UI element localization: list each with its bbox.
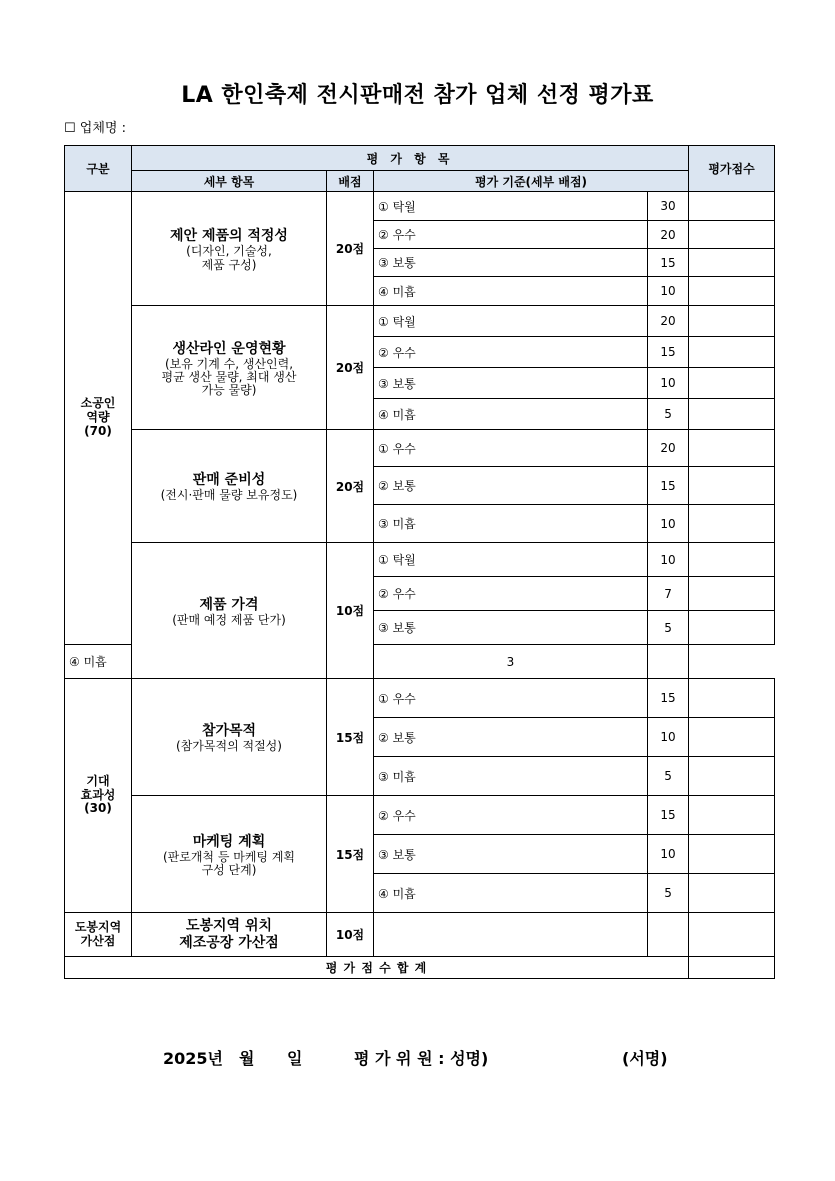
level-label: ② 보통 bbox=[374, 718, 648, 757]
header-allocation: 배점 bbox=[327, 171, 374, 192]
item-points: 20점 bbox=[327, 430, 374, 543]
level-label: ④ 미흡 bbox=[374, 399, 648, 430]
score-cell[interactable] bbox=[689, 192, 775, 221]
header-category: 구분 bbox=[65, 146, 132, 192]
level-label: ② 보통 bbox=[374, 467, 648, 505]
score-cell[interactable] bbox=[689, 249, 775, 277]
level-label: ② 우수 bbox=[374, 577, 648, 611]
item-sub-text: (판로개척 등 마케팅 계획 구성 단계) bbox=[162, 849, 296, 877]
score-cell[interactable] bbox=[689, 430, 775, 467]
level-label: ④ 미흡 bbox=[374, 874, 648, 913]
score-cell[interactable] bbox=[689, 337, 775, 368]
footer-signature: (서명) bbox=[622, 1049, 668, 1068]
bonus-criteria-cell bbox=[374, 913, 648, 957]
item-sub-text: (디자인, 기술성, 제품 구성) bbox=[186, 244, 272, 272]
total-label: 평 가 점 수 합 계 bbox=[65, 957, 689, 979]
level-value: 30 bbox=[648, 192, 689, 221]
total-score-cell[interactable] bbox=[689, 957, 775, 979]
level-value: 15 bbox=[648, 679, 689, 718]
score-cell[interactable] bbox=[689, 611, 775, 645]
level-value: 10 bbox=[648, 718, 689, 757]
item-sub-text: (참가목적의 적절성) bbox=[176, 739, 282, 754]
level-label: ④ 미흡 bbox=[65, 645, 132, 679]
score-cell[interactable] bbox=[689, 543, 775, 577]
item-main-text: 제품 가격 bbox=[199, 596, 259, 613]
level-value: 5 bbox=[648, 399, 689, 430]
level-value: 10 bbox=[648, 835, 689, 874]
item-sub-text: (전시·판매 물량 보유정도) bbox=[160, 488, 298, 503]
level-label: ① 탁월 bbox=[374, 306, 648, 337]
score-cell[interactable] bbox=[689, 368, 775, 399]
score-cell[interactable] bbox=[689, 306, 775, 337]
level-value: 20 bbox=[648, 221, 689, 249]
item-main-text: 마케팅 계획 bbox=[192, 833, 266, 850]
bonus-value-cell bbox=[648, 913, 689, 957]
score-cell[interactable] bbox=[648, 645, 689, 679]
level-value: 3 bbox=[374, 645, 648, 679]
level-label: ③ 보통 bbox=[374, 368, 648, 399]
item-points: 15점 bbox=[327, 796, 374, 913]
item-main-text: 참가목적 bbox=[201, 723, 257, 740]
bonus-item: 도봉지역 위치 제조공장 가산점 bbox=[132, 913, 327, 957]
evaluation-table bbox=[64, 145, 775, 979]
score-cell[interactable] bbox=[689, 757, 775, 796]
item-sub-text: (판매 예정 제품 단가) bbox=[172, 612, 286, 627]
item-marketing-plan bbox=[132, 796, 327, 913]
header-criteria: 평가 기준(세부 배점) bbox=[374, 171, 689, 192]
level-value: 10 bbox=[648, 505, 689, 543]
score-cell[interactable] bbox=[689, 277, 775, 306]
bonus-points: 10점 bbox=[327, 913, 374, 957]
level-label: ① 탁월 bbox=[374, 192, 648, 221]
level-value: 15 bbox=[648, 796, 689, 835]
score-cell[interactable] bbox=[689, 679, 775, 718]
level-value: 15 bbox=[648, 337, 689, 368]
score-cell[interactable] bbox=[689, 467, 775, 505]
level-label: ③ 미흡 bbox=[374, 505, 648, 543]
level-value: 15 bbox=[648, 249, 689, 277]
level-label: ② 우수 bbox=[374, 221, 648, 249]
page-title: LA 한인축제 전시판매전 참가 업체 선정 평가표 bbox=[181, 83, 654, 108]
level-label: ③ 보통 bbox=[374, 835, 648, 874]
level-label: ① 탁월 bbox=[374, 543, 648, 577]
item-points: 20점 bbox=[327, 306, 374, 430]
level-label: ② 우수 bbox=[374, 796, 648, 835]
level-value: 15 bbox=[648, 467, 689, 505]
level-label: ① 우수 bbox=[374, 430, 648, 467]
header-eval-items: 평 가 항 목 bbox=[132, 146, 689, 171]
item-product-price bbox=[132, 543, 327, 679]
item-participation-purpose bbox=[132, 679, 327, 796]
bonus-label: 도봉지역 가산점 bbox=[65, 913, 132, 957]
score-cell[interactable] bbox=[689, 835, 775, 874]
level-value: 5 bbox=[648, 611, 689, 645]
level-value: 5 bbox=[648, 874, 689, 913]
footer-month: 월 bbox=[239, 1049, 255, 1068]
company-name-label: ☐ 업체명 : bbox=[64, 121, 126, 136]
score-cell[interactable] bbox=[689, 505, 775, 543]
footer-year: 2025년 bbox=[163, 1049, 223, 1068]
level-label: ② 우수 bbox=[374, 337, 648, 368]
group-label-capability: 소공인 역량 (70) bbox=[65, 192, 132, 645]
item-points: 15점 bbox=[327, 679, 374, 796]
level-value: 7 bbox=[648, 577, 689, 611]
header-score: 평가점수 bbox=[689, 146, 775, 192]
header-sub-item: 세부 항목 bbox=[132, 171, 327, 192]
score-cell[interactable] bbox=[689, 221, 775, 249]
level-label: ④ 미흡 bbox=[374, 277, 648, 306]
footer-evaluator: 평 가 위 원 : 성명) bbox=[354, 1049, 489, 1068]
item-production-line bbox=[132, 306, 327, 430]
group-label-effectiveness: 기대 효과성 (30) bbox=[65, 679, 132, 913]
score-cell[interactable] bbox=[689, 796, 775, 835]
score-cell[interactable] bbox=[689, 913, 775, 957]
level-label: ① 우수 bbox=[374, 679, 648, 718]
score-cell[interactable] bbox=[689, 718, 775, 757]
item-main-text: 생산라인 운영현황 bbox=[172, 340, 286, 357]
level-value: 10 bbox=[648, 543, 689, 577]
item-points: 20점 bbox=[327, 192, 374, 306]
level-value: 10 bbox=[648, 368, 689, 399]
level-value: 20 bbox=[648, 306, 689, 337]
item-points: 10점 bbox=[327, 543, 374, 679]
item-product-suitability bbox=[132, 192, 327, 306]
level-value: 20 bbox=[648, 430, 689, 467]
score-cell[interactable] bbox=[689, 874, 775, 913]
level-value: 10 bbox=[648, 277, 689, 306]
item-main-text: 판매 준비성 bbox=[192, 472, 266, 489]
level-label: ③ 미흡 bbox=[374, 757, 648, 796]
level-label: ③ 보통 bbox=[374, 611, 648, 645]
item-sub-text: (보유 기계 수, 생산인력, 평균 생산 물량, 최대 생산 가능 물량) bbox=[161, 356, 297, 398]
footer-day: 일 bbox=[287, 1049, 303, 1068]
score-cell[interactable] bbox=[689, 577, 775, 611]
item-sales-readiness bbox=[132, 430, 327, 543]
item-main-text: 제안 제품의 적정성 bbox=[170, 228, 288, 245]
level-value: 5 bbox=[648, 757, 689, 796]
level-label: ③ 보통 bbox=[374, 249, 648, 277]
score-cell[interactable] bbox=[689, 399, 775, 430]
